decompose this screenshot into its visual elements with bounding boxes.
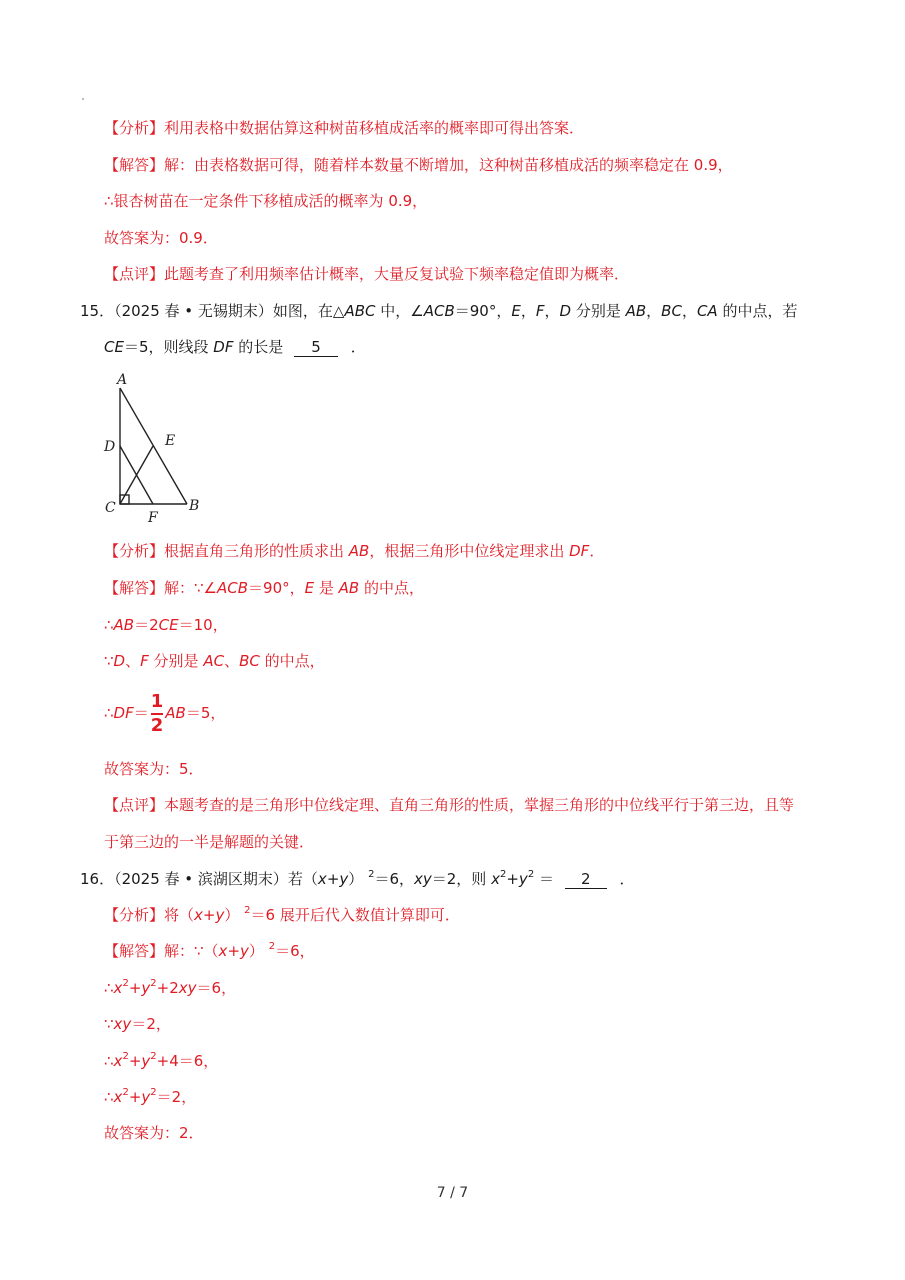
q16-analysis: 【分析】将（x+y） $^2$＝6 展开后代入数值计算即可． [104, 905, 460, 924]
q14-analysis: 【分析】利用表格中数据估算这种树苗移植成活率的概率即可得出答案． [104, 119, 585, 137]
q15-step1: 【解答】解：∵∠ACB＝90°，E 是 AB 的中点， [104, 579, 424, 597]
q14-answer-line3: 故答案为：0.9． [104, 229, 218, 247]
q16-answer-blank: 2 [565, 870, 607, 889]
q16-step5: $\therefore x^2+y^2=2$， [104, 1087, 197, 1106]
page-number: 7 / 7 [436, 1185, 469, 1201]
label-d: D [104, 439, 116, 455]
q16-step4: $\therefore x^2+y^2+4=6$， [104, 1051, 219, 1070]
q15-stem-line1: 15．（2025 春 • 无锡期末）如图，在△ABC 中，∠ACB＝90°，E，F，D 分别是 AB，BC，CA 的中点，若 [80, 302, 798, 320]
label-c: C [105, 500, 116, 516]
q14-answer-line1: 【解答】解：由表格数据可得，随着样本数量不断增加，这种树苗移植成活的频率稳定在 0.9， [104, 156, 733, 174]
q16-stem: 16．（2025 春 • 滨湖区期末）若（x+y） $^2$＝6，xy＝2，则 $x^2+y^2 = 2$ ． [80, 869, 635, 888]
q16-step2: $\therefore x^2+y^2+2xy=6$， [104, 978, 237, 997]
q15-answer: 故答案为：5． [104, 760, 204, 778]
q15-analysis: 【分析】根据直角三角形的性质求出 AB，根据三角形中位线定理求出 DF． [104, 542, 605, 560]
q15-triangle-figure [95, 370, 215, 530]
q16-step1: 【解答】解：∵（x+y） $^2$＝6， [104, 941, 315, 960]
label-a: A [117, 372, 128, 388]
q16-step3: ∵xy＝2， [104, 1015, 171, 1033]
q15-answer-blank: 5 [294, 338, 338, 357]
q14-comment: 【点评】此题考查了利用频率估计概率，大量反复试验下频率稳定值即为概率． [104, 265, 630, 283]
scan-dot [82, 98, 84, 100]
q15-comment-line2: 于第三边的一半是解题的关键． [104, 833, 315, 851]
fraction-one-half: $\frac{1}{2}$ [150, 690, 164, 736]
q16-answer: 故答案为：2． [104, 1124, 204, 1142]
q15-comment-line1: 【点评】本题考查的是三角形中位线定理、直角三角形的性质，掌握三角形的中位线平行于第三边，且等 [104, 796, 795, 814]
label-f: F [148, 510, 158, 526]
q14-answer-line2: ∴银杏树苗在一定条件下移植成活的概率为 0.9， [104, 192, 428, 210]
q15-step3: ∵D、F 分别是 AC、BC 的中点， [104, 652, 325, 670]
q15-step2: ∴AB＝2CE＝10， [104, 616, 228, 634]
label-b: B [189, 498, 200, 514]
label-e: E [165, 433, 176, 449]
q15-step4: ∴DF＝ $\frac{1}{2}$ AB＝5， [104, 690, 226, 736]
q15-stem-line2: CE＝5，则线段 DF 的长是 5 ． [104, 338, 366, 356]
